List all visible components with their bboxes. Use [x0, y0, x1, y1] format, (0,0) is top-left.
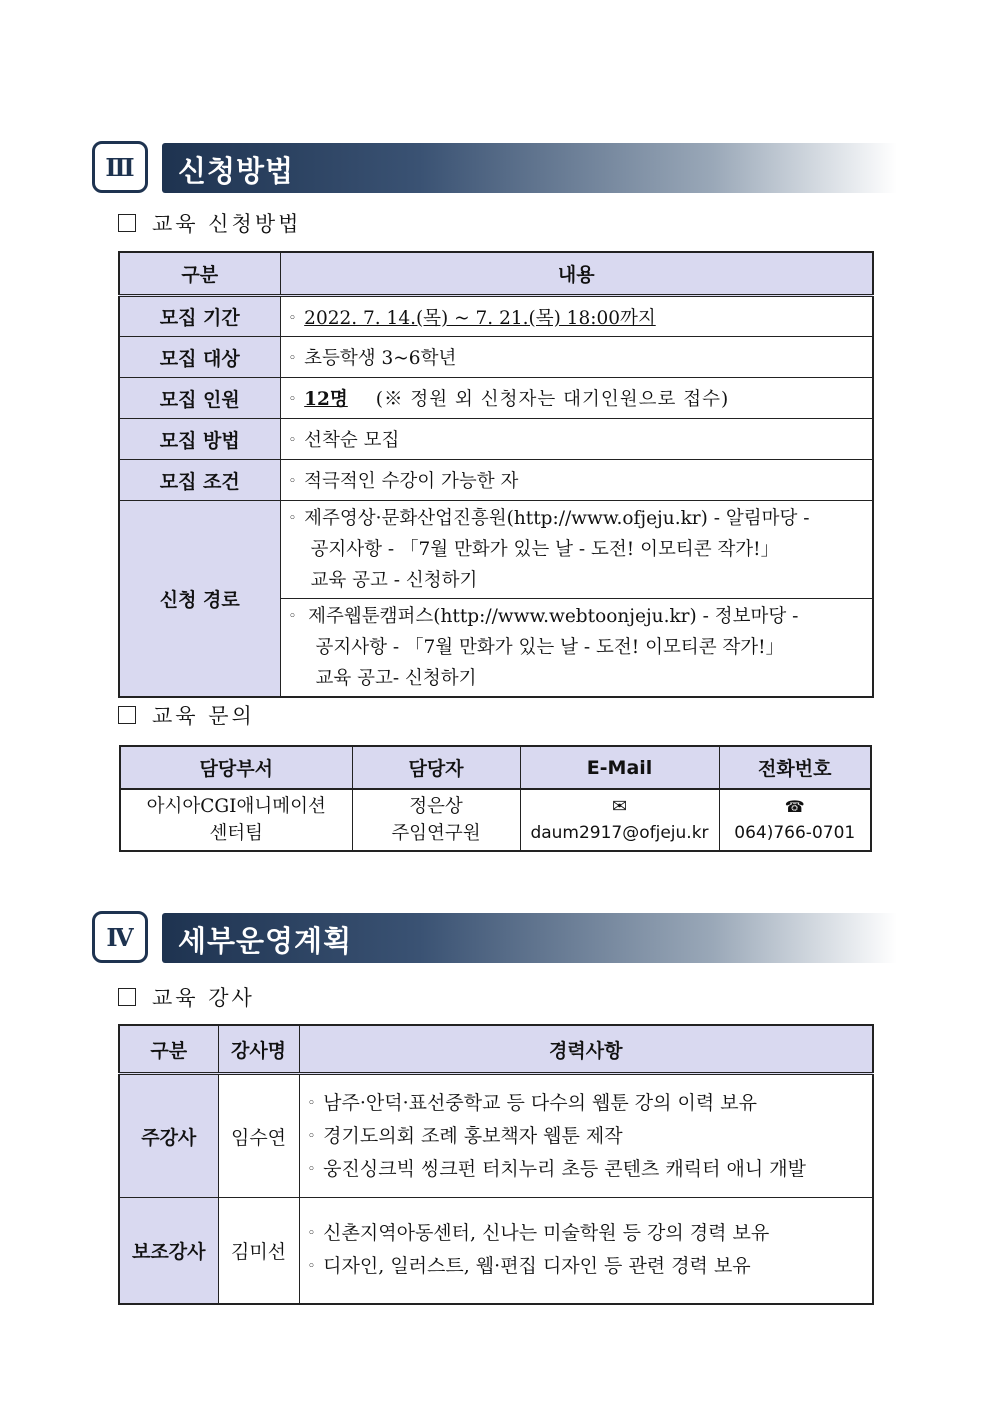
- header-phone: 전화번호: [719, 746, 871, 789]
- contact-table: [119, 745, 872, 852]
- table-row: [119, 337, 873, 378]
- header-email: E-Mail: [520, 746, 719, 789]
- role-label: 보조강사: [119, 1198, 218, 1304]
- section-title-bar: [162, 913, 897, 963]
- header-career: 경력사항: [299, 1025, 873, 1074]
- header-role: 구분: [119, 1025, 218, 1074]
- role-label: 주강사: [119, 1074, 218, 1198]
- instructor-name: 임수연: [218, 1074, 299, 1198]
- row-label: 모집 인원: [119, 378, 280, 419]
- career-item: 경기도의회 조례 홍보책자 웹툰 제작: [323, 1124, 623, 1147]
- table-row: [119, 1198, 873, 1304]
- row-content: ◦ 선착순 모집: [280, 419, 873, 460]
- section-number: Ⅲ: [92, 141, 148, 193]
- route-item: ◦ 제주영상·문화산업진흥원(http://www.ofjeju.kr) - 알림마당 - 공지사항 - 「7월 만화가 있는 날 - 도전! 이모티콘 작가!」 교육 공고 - 신청하기: [280, 501, 873, 599]
- checkbox-icon: [118, 214, 136, 232]
- header-dept: 담당부서: [120, 746, 352, 789]
- header-content: 내용: [280, 252, 873, 296]
- section-number: Ⅳ: [92, 911, 148, 963]
- route-line: 제주웹툰캠퍼스(http://www.webtoonjeju.kr) - 정보마당 -: [308, 606, 799, 627]
- career-item: 디자인, 일러스트, 웹·편집 디자인 등 관련 경력 보유: [323, 1255, 751, 1278]
- row-label: 모집 대상: [119, 337, 280, 378]
- period-text: 2022. 7. 14.(목) ~ 7. 21.(목) 18:00까지: [304, 307, 656, 329]
- table-row: [119, 378, 873, 419]
- header-name: 강사명: [218, 1025, 299, 1074]
- route-line: 교육 공고- 신청하기: [315, 668, 477, 689]
- capacity-text: 12명: [304, 389, 348, 410]
- method-text: 선착순 모집: [304, 430, 400, 451]
- row-label: 신청 경로: [119, 501, 280, 698]
- person-name: 정은상: [409, 796, 463, 817]
- subheading-instructor: [118, 982, 255, 1012]
- row-content: ◦ 2022. 7. 14.(목) ~ 7. 21.(목) 18:00까지: [280, 296, 873, 337]
- envelope-icon: ✉: [611, 796, 628, 817]
- table-row: [119, 1074, 873, 1198]
- phone-cell: [719, 789, 871, 851]
- route-line: 공지사항 - 「7월 만화가 있는 날 - 도전! 이모티콘 작가!」: [310, 539, 780, 560]
- table-row: [119, 296, 873, 337]
- person-title: 주임연구원: [391, 823, 481, 844]
- route-line: 공지사항 - 「7월 만화가 있는 날 - 도전! 이모티콘 작가!」: [315, 637, 785, 658]
- row-label: 모집 기간: [119, 296, 280, 337]
- section-title-bar: [162, 143, 897, 193]
- dept-line: 아시아CGI애니메이션: [146, 796, 326, 817]
- table-row: [119, 460, 873, 501]
- row-content: ◦ 12명 (※ 정원 외 신청자는 대기인원으로 접수): [280, 378, 873, 419]
- career-item: 남주·안덕·표선중학교 등 다수의 웹툰 강의 이력 보유: [323, 1091, 757, 1114]
- checkbox-icon: [118, 988, 136, 1006]
- career-cell: ◦ 남주·안덕·표선중학교 등 다수의 웹툰 강의 이력 보유 ◦ 경기도의회 조례 홍보책자 웹툰 제작 ◦ 웅진싱크빅 씽크펀 터치누리 초등 콘텐츠 캐릭터 애니 개발: [299, 1074, 873, 1198]
- phone-icon: ☎: [784, 797, 805, 816]
- header-person: 담당자: [352, 746, 520, 789]
- row-label: 모집 조건: [119, 460, 280, 501]
- subheading-inquiry: [118, 700, 255, 730]
- instructor-name: 김미선: [218, 1198, 299, 1304]
- dept-line: 센터팀: [209, 823, 264, 844]
- section-3-banner: [92, 141, 902, 197]
- subheading-apply: [118, 208, 301, 238]
- instructor-table: [118, 1024, 874, 1305]
- email-cell[interactable]: [520, 789, 719, 851]
- route-line: 제주영상·문화산업진흥원(http://www.ofjeju.kr) - 알림마당 -: [304, 508, 810, 529]
- route-item: ◦ 제주웹툰캠퍼스(http://www.webtoonjeju.kr) - 정보마당 - 공지사항 - 「7월 만화가 있는 날 - 도전! 이모티콘 작가!」 교육 공고- 신청하기: [280, 599, 873, 698]
- table-row: [119, 501, 873, 599]
- subheading-text: 교육 신청방법: [152, 212, 302, 236]
- table-row: [120, 789, 871, 851]
- subheading-text: 교육 강사: [152, 986, 255, 1010]
- section-title: 세부운영계획: [178, 924, 353, 958]
- email-link[interactable]: daum2917@ofjeju.kr: [530, 823, 709, 843]
- section-title: 신청방법: [178, 154, 295, 188]
- career-cell: ◦ 신촌지역아동센터, 신나는 미술학원 등 강의 경력 보유 ◦ 디자인, 일러스트, 웹·편집 디자인 등 관련 경력 보유: [299, 1198, 873, 1304]
- checkbox-icon: [118, 706, 136, 724]
- header-category: 구분: [119, 252, 280, 296]
- section-4-banner: [92, 911, 902, 967]
- subheading-text: 교육 문의: [152, 704, 255, 728]
- table-row: [119, 419, 873, 460]
- condition-text: 적극적인 수강이 가능한 자: [304, 471, 519, 492]
- dept-cell: [120, 789, 352, 851]
- person-cell: [352, 789, 520, 851]
- capacity-note: (※ 정원 외 신청자는 대기인원으로 접수): [375, 389, 730, 410]
- target-text: 초등학생 3~6학년: [304, 348, 457, 369]
- row-content: ◦ 적극적인 수강이 가능한 자: [280, 460, 873, 501]
- phone-number: 064)766-0701: [734, 823, 856, 843]
- career-item: 신촌지역아동센터, 신나는 미술학원 등 강의 경력 보유: [323, 1222, 770, 1245]
- career-item: 웅진싱크빅 씽크펀 터치누리 초등 콘텐츠 캐릭터 애니 개발: [323, 1157, 806, 1180]
- row-content: ◦ 초등학생 3~6학년: [280, 337, 873, 378]
- row-label: 모집 방법: [119, 419, 280, 460]
- route-line: 교육 공고 - 신청하기: [310, 570, 478, 591]
- apply-table: [118, 251, 874, 698]
